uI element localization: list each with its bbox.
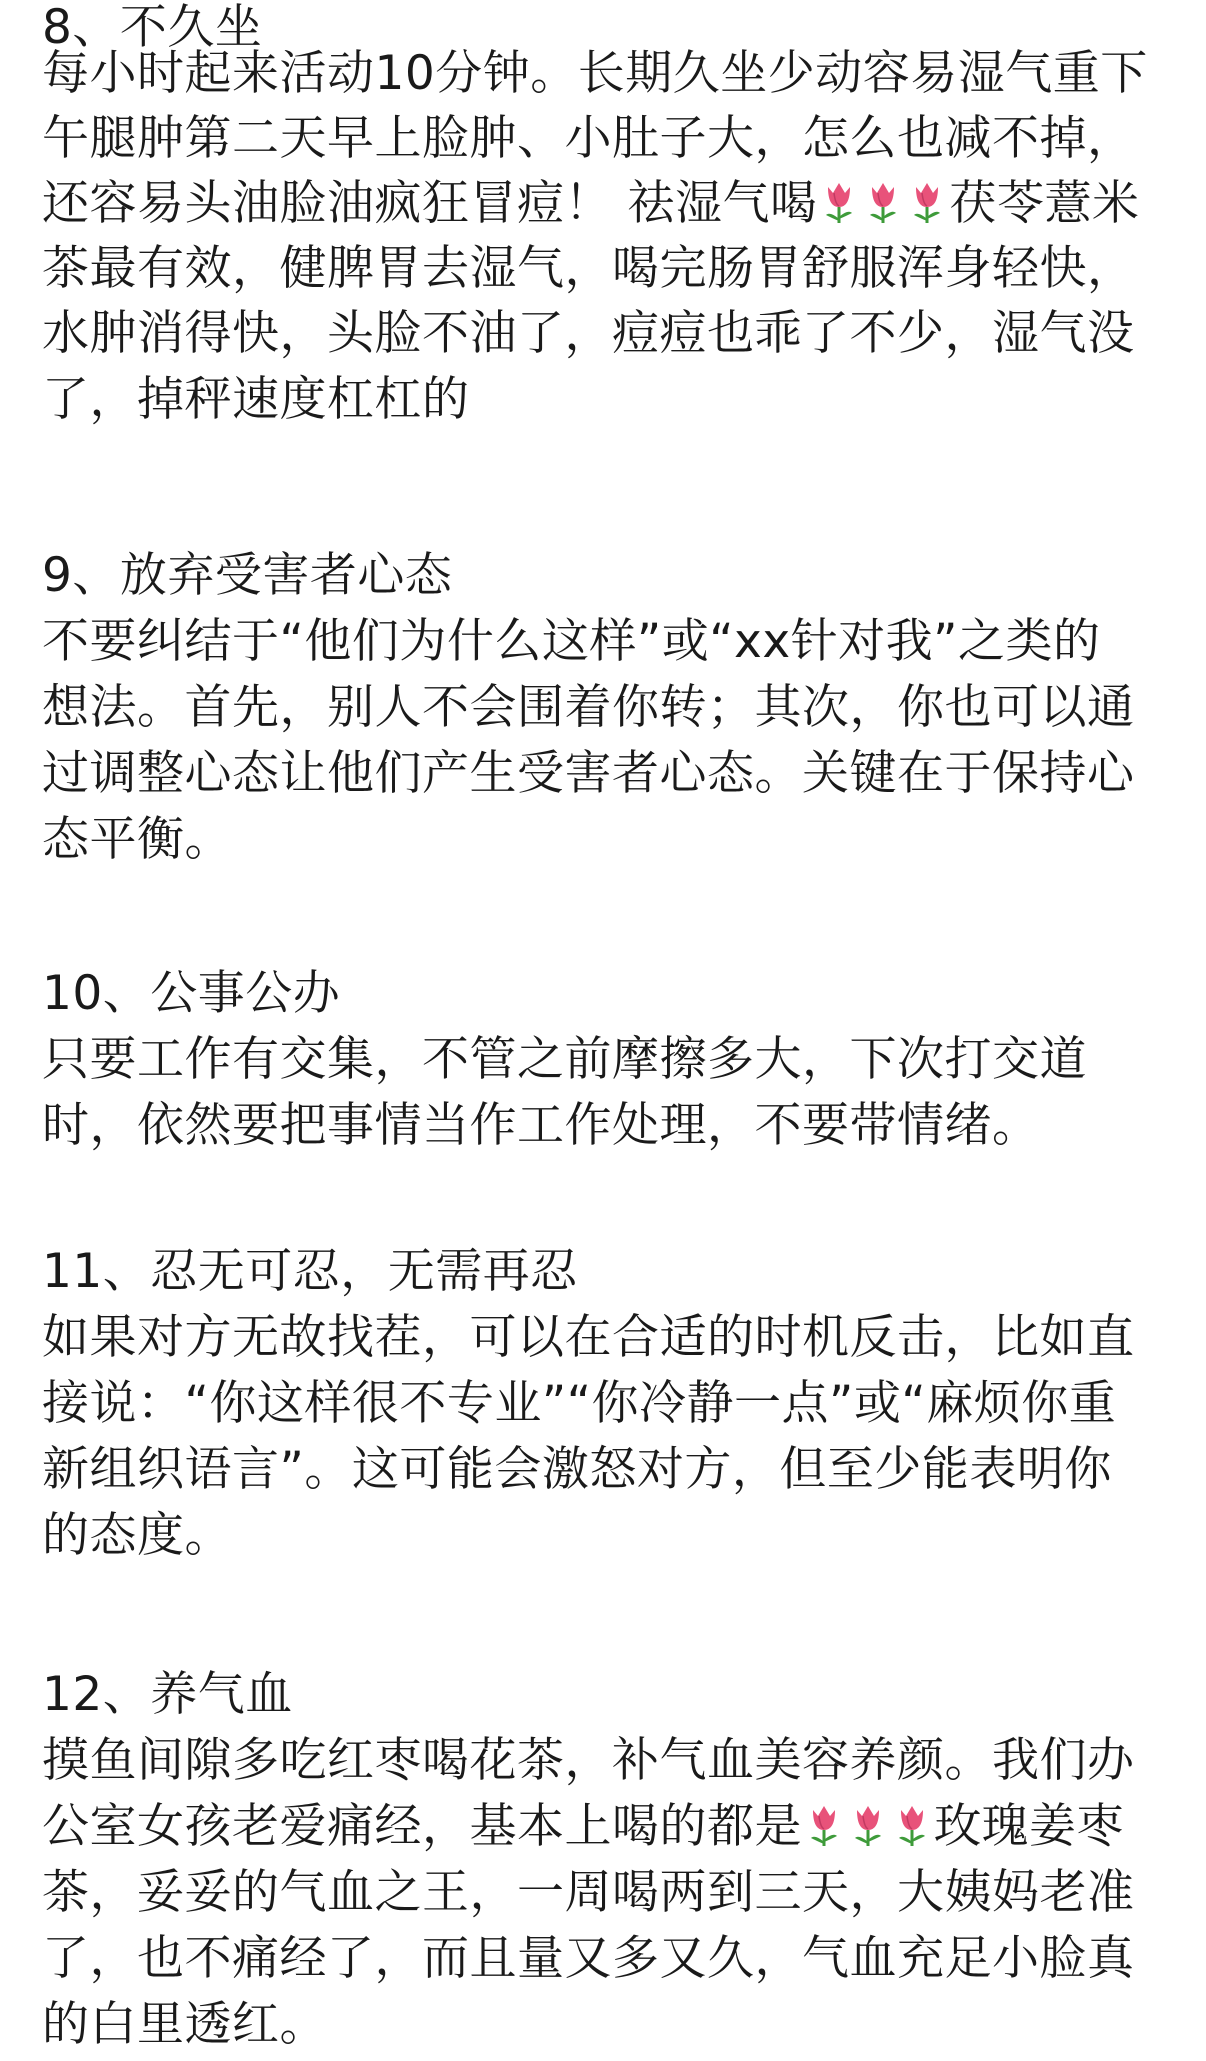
paragraph-line: 午腿肿第二天早上脸肿、小肚子大，怎么也减不掉， xyxy=(42,111,1135,166)
paragraph-line: 了，也不痛经了，而且量又多又久，气血充足小脸真 xyxy=(42,1931,1135,1986)
paragraph-line: 只要工作有交集，不管之前摩擦多大，下次打交道 xyxy=(42,1032,1087,1087)
paragraph-line: 如果对方无故找茬，可以在合适的时机反击，比如直 xyxy=(42,1310,1135,1365)
paragraph-line: 公室女孩老爱痛经，基本上喝的都是 玫瑰姜枣 xyxy=(42,1799,1124,1854)
tulip-icon xyxy=(847,1802,889,1848)
tulip-icon xyxy=(862,179,904,225)
paragraph-line: 新组织语言”。这可能会激怒对方，但至少能表明你 xyxy=(42,1442,1112,1497)
paragraph-line: 每小时起来活动10分钟。长期久坐少动容易湿气重下 xyxy=(42,46,1148,101)
section-heading: 8、不久坐 xyxy=(42,0,263,55)
paragraph-line: 不要纠结于“他们为什么这样”或“xx针对我”之类的 xyxy=(42,614,1101,669)
paragraph-line: 接说：“你这样很不专业”“你冷静一点”或“麻烦你重 xyxy=(42,1376,1117,1431)
tulip-icon xyxy=(891,1802,933,1848)
paragraph-line: 了，掉秤速度杠杠的 xyxy=(42,372,470,427)
tulip-icon xyxy=(818,179,860,225)
paragraph-line: 摸鱼间隙多吃红枣喝花茶，补气血美容养颜。我们办 xyxy=(42,1733,1135,1788)
paragraph-line: 想法。首先，别人不会围着你转；其次，你也可以通 xyxy=(42,680,1135,735)
paragraph-line: 过调整心态让他们产生受害者心态。关键在于保持心 xyxy=(42,746,1135,801)
section-heading: 9、放弃受害者心态 xyxy=(42,548,453,603)
section-heading: 10、公事公办 xyxy=(42,966,341,1021)
paragraph-line: 茶，妥妥的气血之王，一周喝两到三天，大姨妈老准 xyxy=(42,1865,1135,1920)
paragraph-line: 还容易头油脸油疯狂冒痘！ 祛湿气喝 茯苓薏米 xyxy=(42,176,1140,231)
tulip-icon xyxy=(803,1802,845,1848)
paragraph-line: 的白里透红。 xyxy=(42,1997,327,2052)
paragraph-line: 时，依然要把事情当作工作处理，不要带情绪。 xyxy=(42,1098,1040,1153)
paragraph-line: 茶最有效，健脾胃去湿气，喝完肠胃舒服浑身轻快， xyxy=(42,241,1135,296)
section-heading: 11、忍无可忍，无需再忍 xyxy=(42,1244,578,1299)
paragraph-line: 的态度。 xyxy=(42,1508,232,1563)
tulip-icon xyxy=(906,179,948,225)
paragraph-line: 态平衡。 xyxy=(42,812,232,867)
paragraph-line: 水肿消得快，头脸不油了，痘痘也乖了不少，湿气没 xyxy=(42,306,1135,361)
section-heading: 12、养气血 xyxy=(42,1667,293,1722)
